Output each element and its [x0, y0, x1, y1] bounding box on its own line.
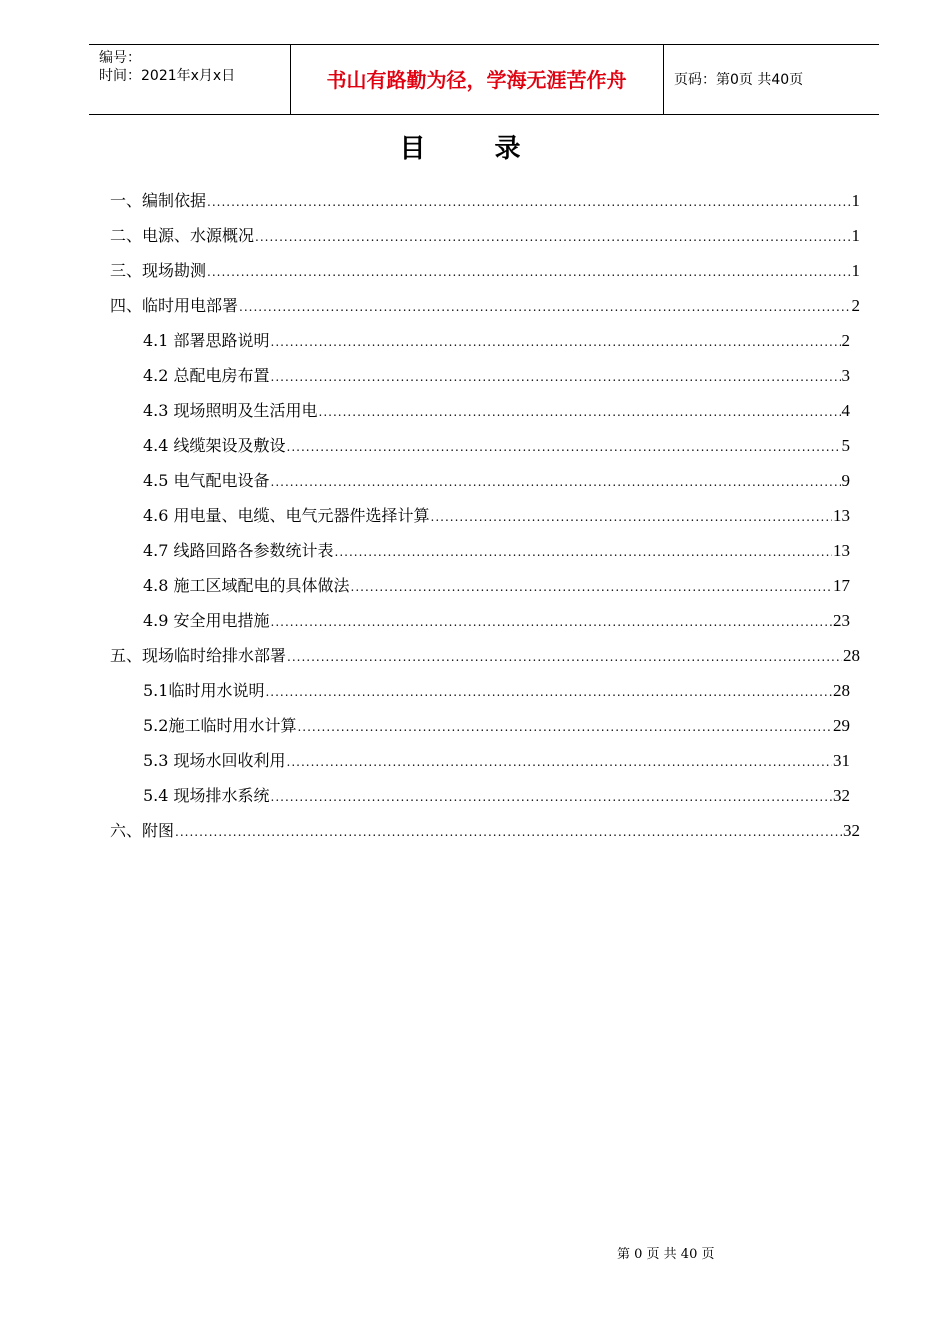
- toc-entry[interactable]: [143, 470, 850, 493]
- toc-entry[interactable]: [143, 575, 850, 598]
- toc-entry-label: 4.7 线路回路各参数统计表: [143, 541, 334, 560]
- toc-leader-dots: [335, 541, 832, 563]
- header-right-cell: [664, 45, 879, 114]
- toc-entry-label: 5.2施工临时用水计算: [143, 716, 297, 735]
- toc-title: 目 录: [399, 134, 551, 164]
- toc-leader-dots: [319, 401, 841, 423]
- toc-entry[interactable]: [110, 645, 860, 668]
- toc-leader-dots: [287, 751, 832, 773]
- toc-entry-label: 5.1临时用水说明: [143, 681, 265, 700]
- toc-leader-dots: [265, 681, 832, 703]
- header-middle-cell: [290, 45, 664, 114]
- toc-entry[interactable]: [143, 715, 850, 738]
- toc-entry-label: 4.1 部署思路说明: [143, 331, 270, 350]
- toc-leader-dots: [271, 331, 841, 353]
- toc-entry-page: 29: [833, 716, 850, 735]
- toc-entry[interactable]: [110, 190, 860, 213]
- toc-entry-page: 2: [851, 296, 860, 315]
- toc-entry-label: 三、现场勘测: [110, 261, 207, 280]
- toc-leader-dots: [255, 226, 850, 248]
- toc-entry-label: 4.5 电气配电设备: [143, 471, 270, 490]
- toc-leader-dots: [297, 716, 832, 738]
- toc-entry-page: 2: [841, 331, 850, 350]
- toc-entry[interactable]: [143, 750, 850, 773]
- toc-entry-page: 17: [833, 576, 850, 595]
- toc-entry[interactable]: [143, 610, 850, 633]
- toc-entry-label: 4.4 线缆架设及敷设: [143, 436, 286, 455]
- toc-leader-dots: [271, 471, 841, 493]
- toc-leader-dots: [175, 821, 842, 843]
- toc-leader-dots: [287, 646, 842, 668]
- toc-entry-page: 28: [833, 681, 850, 700]
- toc-entry-label: 4.8 施工区域配电的具体做法: [143, 576, 350, 595]
- toc-entry-page: 13: [833, 506, 850, 525]
- toc-entry-page: 3: [841, 366, 850, 385]
- toc-entry[interactable]: [110, 225, 860, 248]
- serial-label: 编号：: [99, 50, 141, 66]
- toc-entry[interactable]: [143, 785, 850, 808]
- header-motto: 书山有路勤为径，学海无涯苦作舟: [326, 68, 627, 92]
- toc-entry[interactable]: [143, 400, 850, 423]
- toc-entry-page: 1: [851, 261, 860, 280]
- toc-entry-page: 32: [833, 786, 850, 805]
- toc-entry[interactable]: [110, 260, 860, 283]
- toc-entry-page: 4: [841, 401, 850, 420]
- header-page-info: 页码：第0页 共40页: [674, 72, 804, 88]
- toc-entry-label: 5.3 现场水回收利用: [143, 751, 286, 770]
- page-footer: 第 0 页 共 40 页: [617, 1247, 715, 1262]
- toc-entry[interactable]: [143, 435, 850, 458]
- toc-entry[interactable]: [143, 330, 850, 353]
- toc-entry-label: 4.3 现场照明及生活用电: [143, 401, 318, 420]
- toc-entry[interactable]: [110, 820, 860, 843]
- toc-entry[interactable]: [110, 295, 860, 318]
- toc-entry-label: 4.6 用电量、电缆、电气元器件选择计算: [143, 506, 430, 525]
- toc-leader-dots: [207, 191, 850, 213]
- toc-entry-label: 4.2 总配电房布置: [143, 366, 270, 385]
- toc-leader-dots: [207, 261, 850, 283]
- toc-entry[interactable]: [143, 680, 850, 703]
- toc-leader-dots: [271, 611, 832, 633]
- toc-entry-page: 28: [843, 646, 860, 665]
- toc-leader-dots: [271, 366, 841, 388]
- toc-entry-page: 1: [851, 226, 860, 245]
- toc-entry-label: 4.9 安全用电措施: [143, 611, 270, 630]
- toc-entry-label: 六、附图: [110, 821, 175, 840]
- toc-entry-page: 5: [841, 436, 850, 455]
- toc-entry[interactable]: [143, 365, 850, 388]
- toc-entry[interactable]: [143, 505, 850, 528]
- toc-leader-dots: [431, 506, 832, 528]
- time-label: 时间：2021年x月x日: [99, 68, 236, 84]
- toc-entry-page: 23: [833, 611, 850, 630]
- toc-leader-dots: [239, 296, 850, 318]
- toc-entry-label: 四、临时用电部署: [110, 296, 239, 315]
- page-header: [89, 44, 879, 115]
- toc-leader-dots: [351, 576, 832, 598]
- toc-entry-label: 二、电源、水源概况: [110, 226, 255, 245]
- toc-entry-label: 一、编制依据: [110, 191, 207, 210]
- toc-leader-dots: [271, 786, 832, 808]
- toc-entry-page: 31: [833, 751, 850, 770]
- toc-entry-page: 9: [841, 471, 850, 490]
- toc-entry-page: 1: [851, 191, 860, 210]
- header-left-cell: [89, 45, 291, 114]
- toc-entry-label: 5.4 现场排水系统: [143, 786, 270, 805]
- toc-entry-page: 32: [843, 821, 860, 840]
- toc-leader-dots: [287, 436, 841, 458]
- toc-entry-page: 13: [833, 541, 850, 560]
- toc-entry[interactable]: [143, 540, 850, 563]
- toc-entry-label: 五、现场临时给排水部署: [110, 646, 287, 665]
